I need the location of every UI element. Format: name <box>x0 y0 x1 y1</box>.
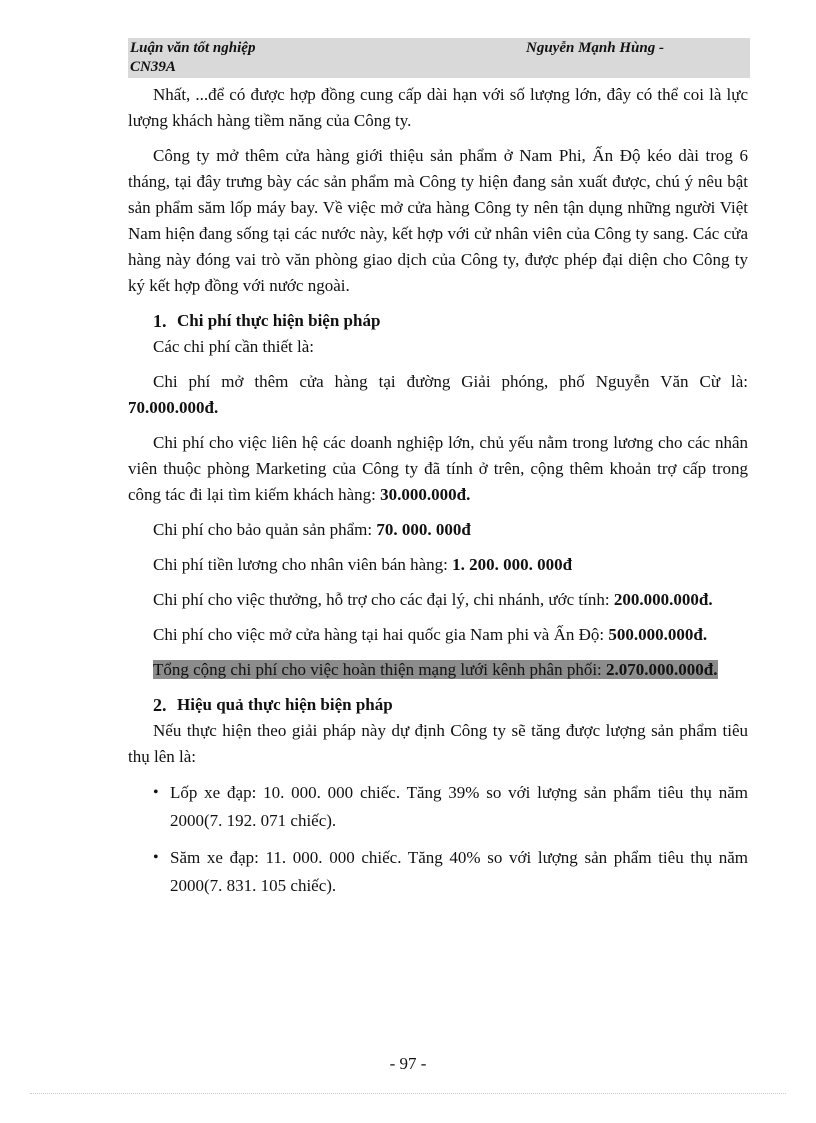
cost-amount: 500.000.000đ. <box>608 625 708 644</box>
bullet-icon: • <box>153 849 159 866</box>
paragraph: Nhất, ...để có được hợp đồng cung cấp dài hạn với số lượng lớn, đây có thể coi là lực lượng khách hàng tiềm năng của Công ty. <box>128 85 748 130</box>
bullet-list <box>128 779 748 900</box>
cost-item: Chi phí cho việc liên hệ các doanh nghiệp lớn, chủ yếu nằm trong lương cho các nhân viên thuộc phòng Marketing của Công ty đã tính ở trên, cộng thêm khoản trợ cấp trong công tác đi lại tìm kiếm khách hàng: 30.000.000đ. <box>128 433 748 504</box>
document-body <box>128 82 748 900</box>
paragraph: Công ty mở thêm cửa hàng giới thiệu sản phẩm ở Nam Phi, Ấn Độ kéo dài trog 6 tháng, tại đây trưng bày các sản phẩm mà Công ty hiện đang sản xuất được, chú ý nêu bật sản phẩm săm lốp máy bay. Về việc mở cửa hàng Công ty nên tận dụng những người Việt Nam hiện đang sống tại các nước này, kết hợp với cử nhân viên của Công ty sang. Các cửa hàng này đóng vai trò văn phòng giao dịch của Công ty, được phép đại diện cho Công ty ký kết hợp đồng với nước ngoài. <box>128 146 748 295</box>
header-thesis-label: Luận văn tốt nghiệp <box>130 40 256 56</box>
divider <box>30 1093 786 1094</box>
section-heading <box>128 308 748 334</box>
page-header <box>128 38 750 78</box>
cost-amount: 200.000.000đ. <box>613 590 713 609</box>
cost-amount: 70. 000. 000đ <box>376 520 471 539</box>
section-heading <box>128 692 748 718</box>
total-text: Tổng cộng chi phí cho việc hoàn thiện mạng lưới kênh phân phối: <box>153 660 607 679</box>
page-number: - 97 - <box>389 1054 427 1073</box>
cost-amount: 70.000.000đ. <box>128 398 219 417</box>
cost-amount: 1. 200. 000. 000đ <box>452 555 573 574</box>
bullet-icon: • <box>153 784 159 801</box>
list-item: • Săm xe đạp: 11. 000. 000 chiếc. Tăng 40% so với lượng sản phẩm tiêu thụ năm 2000(7. 831. 105 chiếc). <box>128 844 748 900</box>
cost-item: Chi phí mở thêm cửa hàng tại đường Giải phóng, phố Nguyễn Văn Cừ là: 70.000.000đ. <box>128 372 748 417</box>
section-number: 2. <box>153 695 167 715</box>
list-item: • Lốp xe đạp: 10. 000. 000 chiếc. Tăng 39% so với lượng sản phẩm tiêu thụ năm 2000(7. 192. 071 chiếc). <box>128 779 748 835</box>
paragraph: Nếu thực hiện theo giải pháp này dự định Công ty sẽ tăng được lượng sản phẩm tiêu thụ lên là: <box>128 721 748 766</box>
section-number: 1. <box>153 311 167 331</box>
paragraph: Các chi phí cần thiết là: <box>153 337 314 356</box>
cost-item: Chi phí cho bảo quản sản phẩm: 70. 000. 000đ <box>153 520 471 539</box>
section-title: Chi phí thực hiện biện pháp <box>177 311 381 330</box>
total-amount: 2.070.000.000đ. <box>606 660 718 679</box>
header-author: Nguyễn Mạnh Hùng - <box>526 40 664 56</box>
cost-item: Chi phí tiền lương cho nhân viên bán hàng: 1. 200. 000. 000đ <box>153 555 573 574</box>
cost-amount: 30.000.000đ. <box>380 485 471 504</box>
header-class: CN39A <box>130 59 176 75</box>
section-title: Hiệu quả thực hiện biện pháp <box>177 695 393 714</box>
total-cost <box>128 657 748 683</box>
cost-item: Chi phí cho việc mở cửa hàng tại hai quốc gia Nam phi và Ấn Độ: 500.000.000đ. <box>153 625 708 644</box>
cost-item: Chi phí cho việc thưởng, hỗ trợ cho các đại lý, chi nhánh, ước tính: 200.000.000đ. <box>153 590 713 609</box>
